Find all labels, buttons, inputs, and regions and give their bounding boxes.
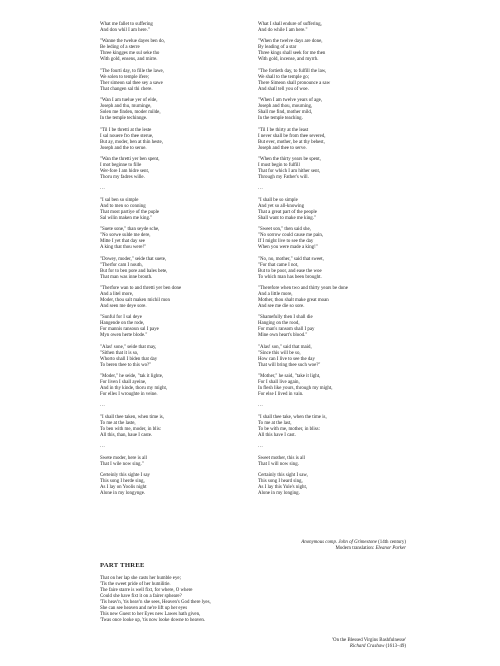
verse-line: Solen me finden, moder milde, (100, 110, 161, 116)
stanza-break-ellipsis: ... (100, 403, 106, 409)
stanza (258, 286, 406, 310)
stanza (258, 257, 406, 281)
stanza (100, 473, 248, 497)
verse-line: "Til I be thretti at the leste (100, 127, 152, 133)
verse-line: For I shall live again, (258, 380, 300, 386)
verse-line: Shall want to make me king." (258, 215, 316, 221)
verse-line: But ever, mother, be at thy behest, (258, 139, 325, 145)
verse-line: "Til I be thirty at the least (258, 127, 309, 133)
verse-line: Three kingges me sul seke tho (100, 51, 160, 57)
verse-line: For else I lived in vain. (258, 392, 304, 398)
verse-line: All this, than, haue I caste. (100, 432, 153, 438)
verse-line: Through my Father's will. (258, 174, 309, 180)
stanza-break-ellipsis: ... (258, 186, 264, 192)
verse-line: "For that came I not, (258, 262, 299, 268)
verse-line: By leading of a star (258, 45, 297, 51)
verse-line: "Shamefully then I shall die (258, 315, 313, 321)
stanza (100, 98, 248, 122)
verse-line: To beren thee to this wo?" (100, 362, 152, 368)
verse-line: That changen sal thi chere. (100, 86, 153, 92)
verse-line: Sweet mother, this is all (258, 455, 305, 461)
verse-line: If I might live to see the day (258, 239, 314, 245)
verse-line: "Since this will be so, (258, 350, 301, 356)
verse-line: Hanging on the rood, (258, 321, 300, 327)
verse-line: Moder, thou salt maken michil mon (100, 297, 170, 303)
stanza (100, 315, 248, 339)
poem-credit (258, 540, 406, 552)
verse-line: And yet so all-knowing (258, 203, 305, 209)
verse-line: That I will now sing. (258, 461, 299, 467)
stanza-break-ellipsis: ... (258, 403, 264, 409)
verse-line: 'Twas once looke up, 'tis now looke downe to heaven. (100, 618, 206, 623)
stanza (100, 456, 248, 468)
verse-line: She can see heaven and ne're lift up her eyes (100, 606, 188, 611)
verse-line: With gold, incense, and myrrh. (258, 57, 319, 63)
stanza-break-ellipsis: ... (100, 186, 106, 192)
verse-line: All this have I cast. (258, 432, 296, 438)
verse-line: We shall to the temple go; (258, 74, 310, 80)
stanza (258, 128, 406, 152)
part-three-poem (100, 576, 360, 624)
credit-line-authors: Anonymous comp. John of Grimestone (14th century) (301, 540, 406, 545)
verse-line: Swete moder, here is all (100, 455, 147, 461)
verse-line: "Sweet son," then said she, (258, 227, 311, 233)
verse-line: And see me die so sore. (258, 303, 305, 309)
stanza (258, 227, 406, 251)
verse-line: "When I am twelve years of age, (258, 98, 323, 104)
verse-line: But ay, moder, ben at thin heste, (100, 139, 163, 145)
verse-line: "Sithen that it is so, (100, 350, 139, 356)
verse-line: Hangende on the rode, (100, 321, 145, 327)
stanza (100, 227, 248, 251)
verse-line: Myn owen herte blode." (100, 333, 148, 339)
verse-line: And to men so conning (100, 203, 146, 209)
verse-line: That for which I am hither sent, (258, 168, 321, 174)
verse-line: Sal wilin maken me king." (100, 215, 153, 221)
verse-line: Wer-fore I am hidre sent, (100, 168, 150, 174)
verse-line: "I shall thee take, when the time is, (258, 414, 327, 420)
stanza (100, 257, 248, 281)
verse-line: "I sal ben so simple (100, 197, 139, 203)
verse-line: For mannis ransoun sal I paye (100, 327, 159, 333)
verse-line: That will bring thee such woe?" (258, 362, 321, 368)
verse-line: When you were made a king!" (258, 245, 318, 251)
verse-line: Joseph and thee to serve. (258, 145, 307, 151)
verse-line: And don whil I am here." (100, 28, 150, 33)
verse-line: 'Tis heav'n, 'tis heav'n she sees, Heaven's God there lyes, (100, 600, 211, 605)
verse-line: Shall me find, mother mild, (258, 110, 313, 116)
verse-line: To ben with me, moder, in blis: (100, 426, 162, 432)
verse-line: Three kings shall seek for me then (258, 51, 326, 57)
verse-line: "No sorrow could cause me pain, (258, 233, 324, 239)
verse-line: For man's ransom shall I pay (258, 327, 315, 333)
part-three-heading: PART THREE (100, 562, 145, 569)
verse-line: And a litel more, (100, 291, 134, 297)
verse-line: Thoru my fadres wille. (100, 174, 145, 180)
verse-line: I never shall be from thee severed, (258, 133, 326, 139)
verse-line: "Sunful for I sal deye (100, 315, 142, 321)
verse-line: Joseph and thou, mourning, (258, 104, 313, 110)
verse-line: "When the twelve days are done, (258, 39, 323, 45)
verse-line: "Alas! sone," seide that may, (100, 344, 157, 350)
verse-line: We solen to temple ifere; (100, 74, 150, 80)
verse-line: "Therefore when two and thirty years be done (258, 285, 348, 291)
verse-line: Joseph and thu, murninge, (100, 104, 152, 110)
verse-line: "I shall thee taken, when time is, (100, 414, 164, 420)
stanza (100, 22, 248, 34)
verse-line: "Mother," he said, "take it light, (258, 374, 321, 380)
verse-line: Mitte I yet that day see (100, 239, 145, 245)
verse-line: That most partiye of the puple (100, 209, 160, 215)
verse-line: With gold, ensens, and mirre. (100, 57, 158, 63)
stanza (258, 22, 406, 34)
stanza (258, 345, 406, 369)
verse-line: "Therfore wan to and thretti yer ben done (100, 285, 182, 291)
verse-line: "I shall be so simple (258, 197, 298, 203)
verse-line: "No, no, mother," said that sweet, (258, 256, 324, 262)
verse-line: "Wanne the twelue dayes ben do, (100, 39, 165, 45)
verse-line: "When the thirty years be spent, (258, 156, 321, 162)
poem-attribution (258, 638, 406, 650)
stanza (258, 198, 406, 222)
verse-line: "Therfor cam I nouth, (100, 262, 143, 268)
stanza (258, 456, 406, 468)
verse-line: But for to ben pore and bales bete, (100, 268, 168, 274)
verse-line: This song I heard sing, (258, 479, 303, 485)
verse-line: That on her lap she casts her humble eye; (100, 576, 181, 581)
stanza (258, 157, 406, 181)
verse-line: "Wan I am tuelue yer of elde, (100, 98, 158, 104)
verse-line: What me fallet to suffering (100, 22, 153, 27)
verse-line: To be with me, mother, in bliss: (258, 426, 320, 432)
verse-line: Certeinly this sighte I say (100, 473, 150, 479)
verse-line: And shall tell you of woe. (258, 86, 309, 92)
verse-line: "Moder," he seide, "tak it lighte, (100, 374, 164, 380)
stanza (100, 128, 248, 152)
verse-line: I must begin to fulfill (258, 162, 300, 168)
verse-line: What I shall endure of suffering, (258, 22, 322, 27)
modern-translation-column (258, 22, 406, 502)
verse-line: But to be poor, and ease the woe (258, 268, 322, 274)
verse-line: Alone in my longing. (258, 491, 300, 497)
stanza (100, 345, 248, 369)
verse-line: Alone in my longynge. (100, 491, 146, 497)
middle-english-column (100, 22, 248, 502)
verse-line: As I lay this Yule's night, (258, 485, 308, 491)
verse-line: For liven I shall ayeine, (100, 380, 147, 386)
verse-line: That a great part of the people (258, 209, 317, 215)
verse-line: There Simeon shall pronounce a saw (258, 80, 331, 86)
verse-line: To which man has been brought. (258, 274, 322, 280)
verse-line: I sal nouere fro thee sterue, (100, 133, 154, 139)
poem-author: Richard Crashaw (1613–49) (349, 644, 406, 649)
stanza (100, 415, 248, 439)
stanza (258, 415, 406, 439)
stanza (258, 374, 406, 398)
verse-line: To me at the laste, (100, 420, 136, 426)
stanza-break-ellipsis: ... (258, 444, 264, 450)
verse-line: And seen me deye sore. (100, 303, 147, 309)
verse-line: The faire starre is well fixt, for where, O where (100, 588, 193, 593)
verse-line: And do while I am here." (258, 28, 308, 33)
verse-line: In the temple techinnge. (100, 116, 148, 122)
verse-line: "Wan the thretti yer ben spent, (100, 156, 160, 162)
stanza (100, 198, 248, 222)
stanza (100, 286, 248, 310)
verse-line: "Alas! son," said that maid, (258, 344, 312, 350)
verse-line: "Dowey, moder," seide that suete, (100, 256, 167, 262)
stanza (258, 473, 406, 497)
verse-line: To me at the last, (258, 420, 292, 426)
verse-line: Be leding of a sterre (100, 45, 140, 51)
verse-line: "Suete sone," than seyde sche, (100, 227, 160, 233)
verse-line: Certainly this sight I saw, (258, 473, 308, 479)
stanza (258, 39, 406, 63)
verse-line: And a little more, (258, 291, 293, 297)
stanza (258, 315, 406, 339)
verse-line: "The fourti day, to fille the lawe, (100, 68, 164, 74)
verse-line: I mot beginne to fille (100, 162, 142, 168)
verse-line: "No sorwe sulde me dere, (100, 233, 151, 239)
verse-line: That I wile now sing." (100, 461, 144, 467)
verse-line: Whorto shall I biden that day (100, 356, 158, 362)
verse-line: And in thy kinde, thoru my might, (100, 386, 168, 392)
verse-line: Ther simeon sal thee sey a sawe (100, 80, 163, 86)
verse-line: This new Guest to her Eyes new Lawes hath given, (100, 612, 201, 617)
verse-line: For elles I wroughte in veine. (100, 392, 158, 398)
verse-line: How can I live to see the day (258, 356, 315, 362)
verse-line: This song I herde sing, (100, 479, 145, 485)
verse-line: As I lay on Yoolis night (100, 485, 147, 491)
verse-line: Could she have fixt it on a fairer spheare? (100, 594, 182, 599)
verse-line: Mine own heart's blood." (258, 333, 308, 339)
stanza (258, 69, 406, 93)
verse-line: 'Tis the sweet pride of her humilitie. (100, 582, 171, 587)
verse-line: Mother, thou shalt make great moan (258, 297, 329, 303)
verse-line: That man was inne brouth. (100, 274, 153, 280)
verse-line: Joseph and the to serue. (100, 145, 147, 151)
verse-line: A king that thou were!" (100, 245, 147, 251)
stanza (258, 98, 406, 122)
verse-line: In flesh like yours, through my might, (258, 386, 333, 392)
verse-line: "The fortieth day, to fulfill the law, (258, 68, 327, 74)
credit-line-translation: Modern translation: Eleanor Parker (335, 546, 406, 551)
stanza (100, 374, 248, 398)
stanza-break-ellipsis: ... (100, 444, 106, 450)
stanza (100, 157, 248, 181)
stanza (100, 39, 248, 63)
poem-title: 'On the Blessed Virgins Bashfulnesse' (332, 638, 406, 643)
stanza (100, 69, 248, 93)
verse-line: In the temple teaching. (258, 116, 303, 122)
